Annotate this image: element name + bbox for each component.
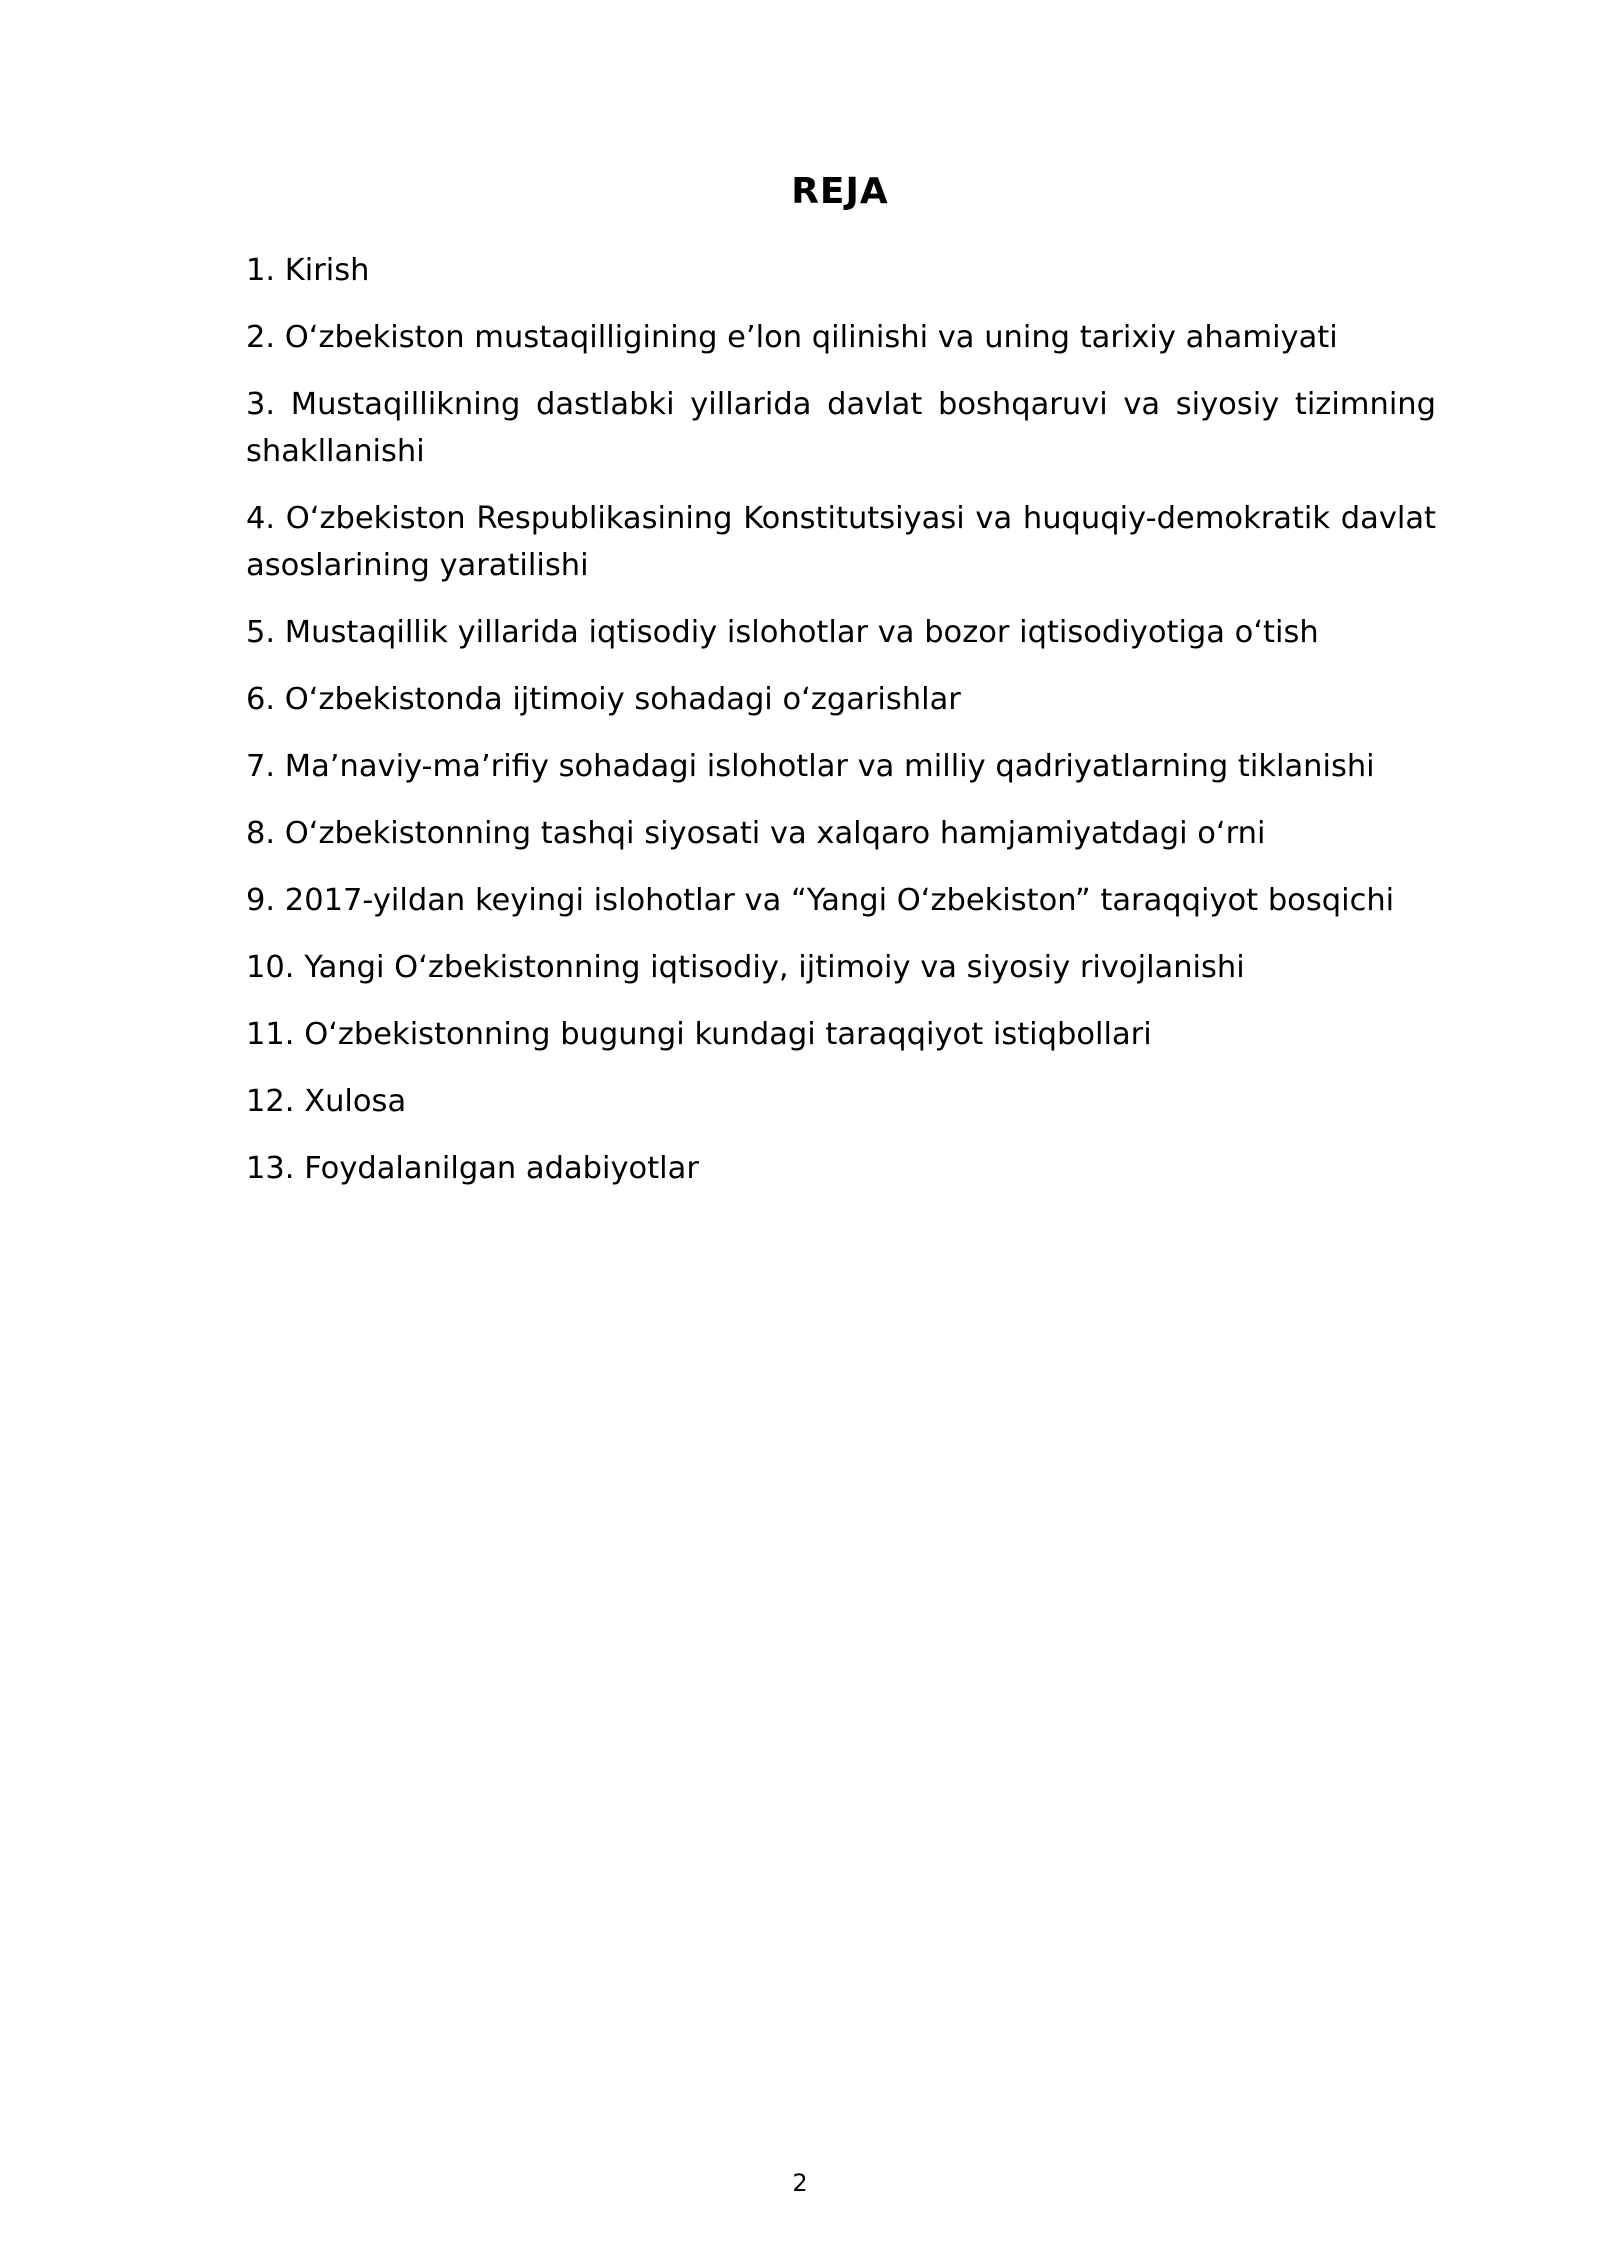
page-title: REJA: [791, 171, 889, 212]
plan-item: 1. Kirish: [246, 253, 370, 288]
plan-item: 7. Ma’naviy-ma’rifiy sohadagi islohotlar va milliy qadriyatlarning tiklanishi: [246, 749, 1375, 784]
plan-item: 12. Xulosa: [246, 1084, 407, 1119]
plan-list: [246, 247, 1436, 1212]
plan-item: 2. O‘zbekiston mustaqilligining e’lon qilinishi va uning tarixiy ahamiyati: [246, 320, 1338, 355]
plan-item: 3. Mustaqillikning dastlabki yillarida davlat boshqaruvi va siyosiy tizimning shakllanishi: [246, 387, 1436, 469]
plan-item: 8. O‘zbekistonning tashqi siyosati va xalqaro hamjamiyatdagi o‘rni: [246, 816, 1266, 851]
plan-item: 13. Foydalanilgan adabiyotlar: [246, 1151, 699, 1186]
plan-item: 10. Yangi O‘zbekistonning iqtisodiy, ijtimoiy va siyosiy rivojlanishi: [246, 950, 1245, 985]
plan-item: 5. Mustaqillik yillarida iqtisodiy islohotlar va bozor iqtisodiyotiga o‘tish: [246, 615, 1319, 650]
plan-item: 4. O‘zbekiston Respublikasining Konstitutsiyasi va huquqiy-demokratik davlat asoslarining yaratilishi: [246, 501, 1436, 583]
plan-item: 11. O‘zbekistonning bugungi kundagi taraqqiyot istiqbollari: [246, 1017, 1152, 1052]
plan-item: 6. O‘zbekistonda ijtimoiy sohadagi o‘zgarishlar: [246, 682, 961, 717]
plan-item: 9. 2017-yildan keyingi islohotlar va “Yangi O‘zbekiston” taraqqiyot bosqichi: [246, 883, 1395, 918]
page-number: 2: [792, 2169, 808, 2197]
